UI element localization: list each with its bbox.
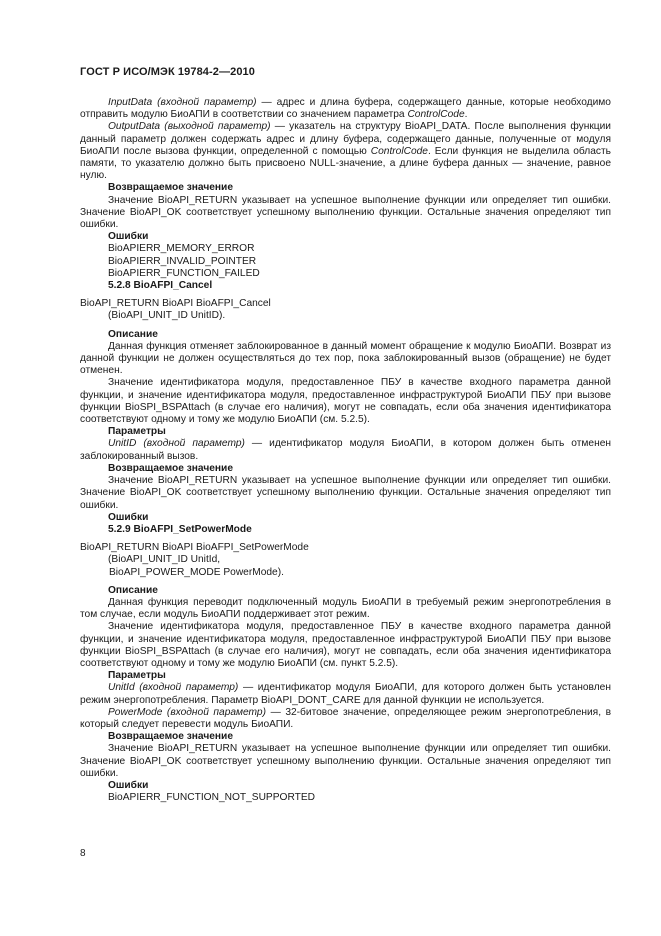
paragraph [80, 97, 611, 121]
italic-term: PowerMode (входной параметр) [108, 706, 266, 718]
list-item: (BioAPI_UNIT_ID UnitID). [108, 310, 226, 322]
document-header: ГОСТ Р ИСО/МЭК 19784-2—2010 [80, 66, 255, 78]
paragraph [80, 597, 611, 621]
paragraph-text: . [464, 109, 468, 121]
function-signature: BioAPI_RETURN BioAPI BioAFPI_SetPowerMode [80, 542, 309, 554]
list-item: BioAPI_POWER_MODE PowerMode). [109, 566, 284, 578]
paragraph-text: — идентификатор модуля БиоАПИ, в котором должен быть отменен заблокированный вызов. [80, 438, 611, 462]
subheading: Описание [108, 328, 158, 340]
subheading: Возвращаемое значение [108, 182, 233, 194]
paragraph [80, 475, 611, 512]
paragraph [80, 341, 611, 378]
paragraph-text: Значение BioAPI_RETURN указывает на успешное выполнение функции или определяет тип ошибки. Значение BioAPI_OK соответствует успешному выполнению функции. Остальные значения определяют тип ошибки. [80, 475, 611, 511]
paragraph-text: Значение идентификатора модуля, предоставленное ПБУ в качестве входного параметра данной функции, и значение идентификатора модуля, предоставленное инфраструктурой БиоАПИ ПБУ при вызове функции BioSPI_BSPAttach (в случае его наличия), могут не совпадать, если оба значения идентификатора соответствуют одному и тому же модулю БиоАПИ (см. пункт 5.2.5). [80, 621, 611, 669]
function-signature: BioAPI_RETURN BioAPI BioAFPI_Cancel [80, 298, 271, 310]
subheading: Ошибки [108, 231, 149, 243]
list-item: BioAPIERR_INVALID_POINTER [108, 255, 257, 267]
list-item: BioAPIERR_FUNCTION_FAILED [108, 267, 260, 279]
subheading: Ошибки [108, 779, 149, 791]
paragraph [80, 377, 611, 426]
list-item: BioAPIERR_FUNCTION_NOT_SUPPORTED [108, 792, 315, 804]
subheading: Возвращаемое значение [108, 462, 233, 474]
paragraph [80, 121, 611, 182]
section-heading: 5.2.9 BioAFPI_SetPowerMode [108, 523, 252, 535]
paragraph-text: — идентификатор модуля БиоАПИ, для которого должен быть установлен режим энергопотребления. Параметр BioAPI_DONT_CARE для данной функции не используется. [80, 682, 611, 706]
paragraph-text: — 32-битовое значение, определяющее режим энергопотребления, в который следует перевести модуль БиоАПИ. [80, 706, 612, 730]
italic-term: InputData (входной параметр) [108, 97, 257, 108]
subheading: Параметры [108, 670, 166, 682]
italic-term: UnitId (входной параметр) [108, 682, 239, 694]
paragraph-text: Значение BioAPI_RETURN указывает на успешное выполнение функции или определяет тип ошибки. Значение BioAPI_OK соответствует успешному выполнению функции. Остальные значения определяют тип ошибки. [80, 194, 611, 231]
paragraph [80, 682, 611, 706]
subheading: Ошибки [108, 511, 149, 523]
document-body [80, 97, 611, 804]
paragraph-text: Данная функция переводит подключенный модуль БиоАПИ в требуемый режим энергопотребления в том случае, если модуль БиоАПИ поддерживает этот режим. [80, 596, 611, 621]
italic-term: ControlCode [370, 145, 428, 157]
page-number: 8 [80, 848, 86, 859]
paragraph [80, 707, 611, 731]
paragraph-text: — указатель на структуру BioAPI_DATA. После выполнения функции данный параметр должен содержать адрес и длину буфера, содержащего данные, полученные от модуля БиоАПИ после вызова функции, определенной с помощью [80, 121, 611, 157]
paragraph-text: Значение идентификатора модуля, предоставленное ПБУ в качестве входного параметра данной функции, и значение идентификатора модуля, предоставленное инфраструктурой БиоАПИ ПБУ при вызове функции BioSPI_BSPAttach (в случае его наличия), могут не совпадать, если оба значения идентификатора соответствуют одному и тому же модулю БиоАПИ (см. 5.2.5). [80, 377, 611, 426]
italic-term: ControlCode [407, 109, 465, 121]
paragraph-text: — адрес и длина буфера, содержащего данные, которые необходимо отправить модулю БиоАПИ в соответствии со значением параметра [80, 97, 611, 121]
subheading: Возвращаемое значение [108, 731, 233, 743]
paragraph-text: Значение BioAPI_RETURN указывает на успешное выполнение функции или определяет тип ошибки. Значение BioAPI_OK соответствует успешному выполнению функции. Остальные значения определяют тип ошибки. [80, 743, 611, 779]
subheading: Описание [108, 584, 158, 596]
paragraph-text: Данная функция отменяет заблокированное в данный момент обращение к модулю БиоАПИ. Возврат из данной функции не должен осуществляться до тех пор, пока заблокированный вызов (обращение) не будет отменен. [80, 340, 611, 377]
italic-term: OutputData (выходной параметр) [108, 121, 271, 133]
italic-term: UnitID (входной параметр) [108, 438, 245, 450]
paragraph-text: . Если функция не выделила область памяти, то указателю должно быть присвоено NULL-значение, а длине буфера данных — значение, равное нулю. [80, 145, 611, 182]
paragraph [80, 621, 611, 670]
paragraph [80, 195, 611, 232]
list-item: (BioAPI_UNIT_ID UnitId, [108, 554, 221, 566]
subheading: Параметры [108, 426, 166, 438]
section-heading: 5.2.8 BioAFPI_Cancel [108, 280, 213, 292]
paragraph [80, 743, 611, 780]
list-item: BioAPIERR_MEMORY_ERROR [108, 243, 255, 255]
paragraph [80, 438, 611, 462]
